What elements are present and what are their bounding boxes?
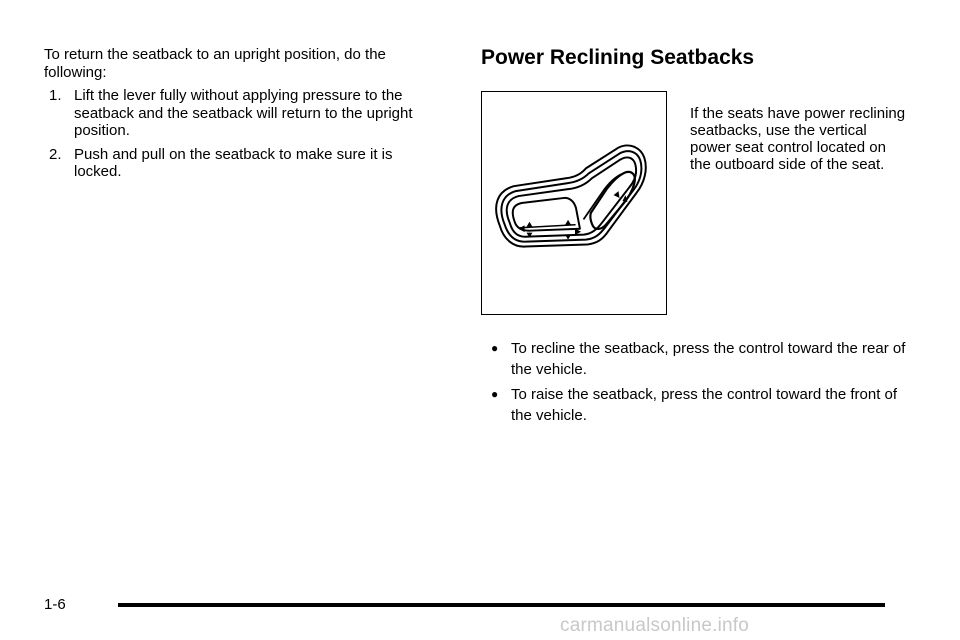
step-text: Push and pull on the seatback to make sure it is locked. [74,145,393,180]
bullet-icon: ● [491,341,499,355]
step-item [44,87,434,140]
section-title: Power Reclining Seatbacks [481,46,755,69]
bullet-icon: ● [491,387,499,401]
seat-control-illustration [481,91,667,315]
page-number: 1-6 [44,596,66,613]
bullet-list [491,338,921,430]
seat-control-drawing [482,92,666,314]
steps-list [44,87,434,181]
bullet-item [491,384,921,426]
step-number: 2. [49,145,62,163]
footer-divider [118,603,885,607]
bullet-text: To recline the seatback, press the control toward the rear of the vehicle. [511,340,906,378]
right-column [481,44,921,424]
intro-paragraph: To return the seatback to an upright position, do the following: [44,46,386,81]
left-column [44,46,434,187]
step-number: 1. [49,87,62,104]
step-item [44,146,434,181]
watermark-text: carmanualsonline.info [560,615,750,636]
bullet-item [491,338,921,380]
bullet-text: To raise the seatback, press the control toward the front of the vehicle. [511,386,898,424]
step-text: Lift the lever fully without applying pressure to the seatback and the seatback will return to the upright position. [74,87,413,139]
figure-description: If the seats have power reclining seatbacks, use the vertical power seat control located on the outboard side of the seat. [690,105,906,173]
